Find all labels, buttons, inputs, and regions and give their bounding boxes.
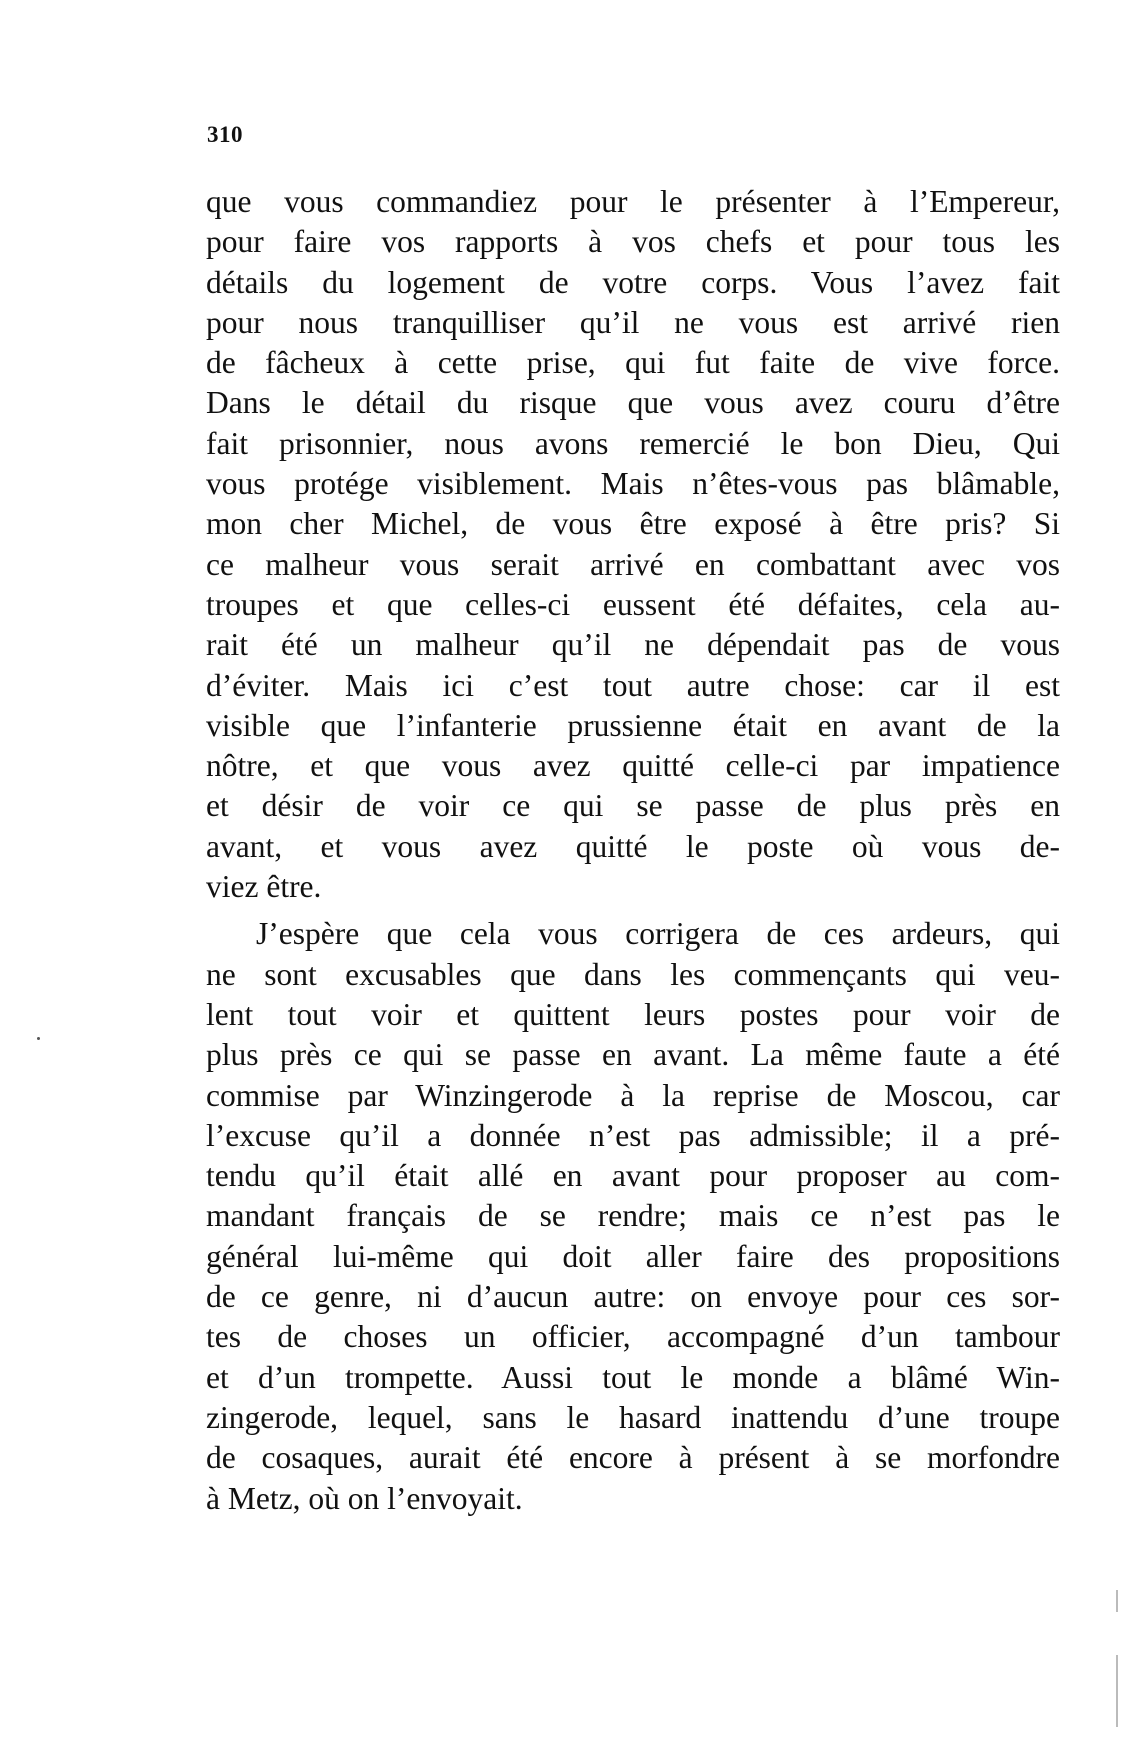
text-line: viez être. — [206, 869, 322, 905]
body-text — [206, 182, 1060, 1519]
text-line: vous protége visiblement. Mais n’êtes-vous pas blâmable, — [206, 466, 1060, 502]
text-line: visible que l’infanterie prussienne était en avant de la — [206, 707, 1060, 743]
text-line: général lui-même qui doit aller faire des propositions — [206, 1238, 1060, 1274]
text-line: à Metz, où on l’envoyait. — [206, 1480, 523, 1516]
text-line: et désir de voir ce qui se passe de plus près en — [206, 788, 1060, 824]
scan-speck — [37, 1037, 40, 1040]
scan-edge-mark — [1116, 1655, 1118, 1727]
text-line: commise par Winzingerode à la reprise de Moscou, car — [206, 1077, 1060, 1113]
page-number: 310 — [207, 122, 243, 147]
text-line: de cosaques, aurait été encore à présent à se morfondre — [206, 1440, 1060, 1476]
text-line: troupes et que celles-ci eussent été défaites, cela au- — [206, 586, 1060, 622]
paragraph-1 — [206, 182, 1060, 907]
text-line: plus près ce qui se passe en avant. La même faute a été — [206, 1037, 1060, 1073]
text-line: nôtre, et que vous avez quitté celle-ci par impatience — [206, 748, 1060, 784]
text-line: lent tout voir et quittent leurs postes pour voir de — [206, 996, 1060, 1032]
text-line: mandant français de se rendre; mais ce n’est pas le — [206, 1198, 1060, 1234]
text-line: fait prisonnier, nous avons remercié le bon Dieu, Qui — [206, 425, 1060, 461]
text-line: ce malheur vous serait arrivé en combattant avec vos — [206, 546, 1060, 582]
text-line: de fâcheux à cette prise, qui fut faite de vive force. — [206, 345, 1060, 381]
text-line: et d’un trompette. Aussi tout le monde a blâmé Win- — [206, 1359, 1060, 1395]
text-line: l’excuse qu’il a donnée n’est pas admissible; il a pré- — [206, 1117, 1060, 1153]
paragraph-2 — [206, 914, 1060, 1518]
text-line: pour faire vos rapports à vos chefs et pour tous les — [206, 224, 1060, 260]
scan-edge-mark — [1116, 1590, 1118, 1612]
text-line: J’espère que cela vous corrigera de ces ardeurs, qui — [256, 916, 1060, 952]
text-line: rait été un malheur qu’il ne dépendait pas de vous — [206, 627, 1060, 663]
text-line: détails du logement de votre corps. Vous l’avez fait — [206, 264, 1060, 300]
text-line: zingerode, lequel, sans le hasard inattendu d’une troupe — [206, 1399, 1060, 1435]
text-line: de ce genre, ni d’aucun autre: on envoye pour ces sor- — [206, 1279, 1060, 1315]
text-line: tes de choses un officier, accompagné d’un tambour — [206, 1319, 1060, 1355]
text-line: mon cher Michel, de vous être exposé à être pris? Si — [206, 506, 1060, 542]
text-line: tendu qu’il était allé en avant pour proposer au com- — [206, 1158, 1060, 1194]
text-line: Dans le détail du risque que vous avez couru d’être — [206, 385, 1060, 421]
text-line: que vous commandiez pour le présenter à l’Empereur, — [206, 184, 1060, 219]
text-line: ne sont excusables que dans les commençants qui veu- — [206, 956, 1060, 992]
text-line: d’éviter. Mais ici c’est tout autre chose: car il est — [206, 667, 1060, 703]
text-line: pour nous tranquilliser qu’il ne vous est arrivé rien — [206, 304, 1060, 340]
text-line: avant, et vous avez quitté le poste où vous de- — [206, 828, 1060, 864]
